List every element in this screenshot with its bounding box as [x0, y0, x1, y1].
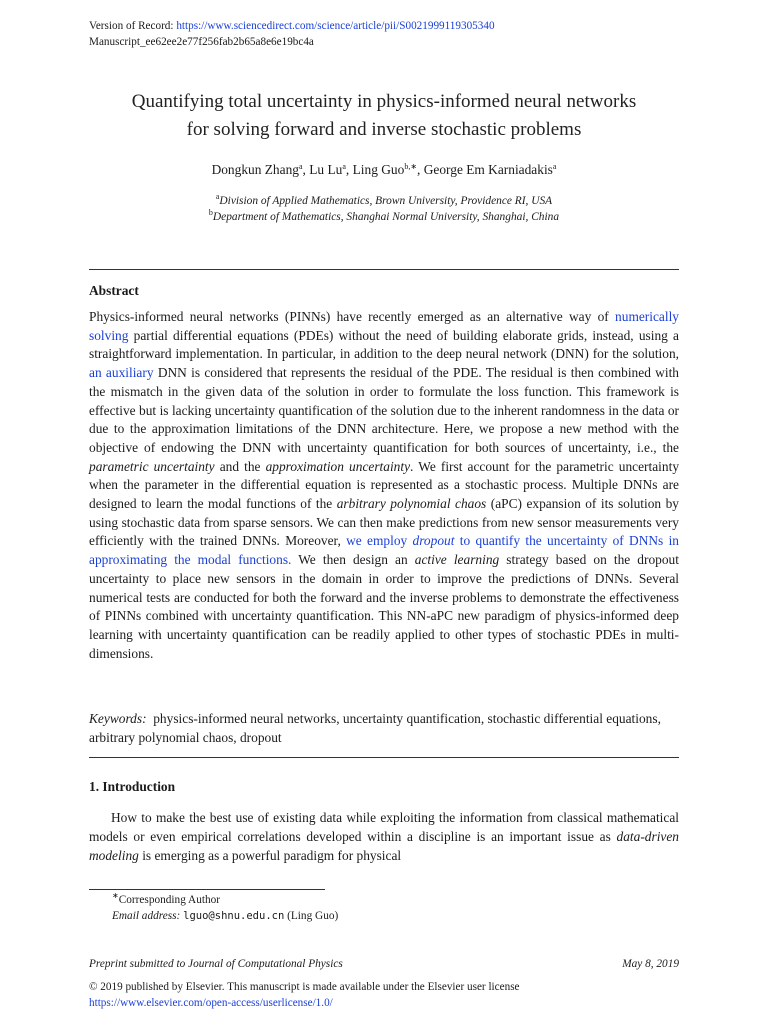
- abstract-text: strategy based on the dropout uncertainty to place new sensors in the domain in order to improve the predictions of DNNs. Several numerical tests are conducted for both the forward and the inverse problems to demonstrate the effectiveness of PINNs combined with uncertainty quantification. This NN-aPC new paradigm of physics-informed deep learning with uncertainty quantification can be readily applied to other types of stochastic PDEs in multi-dimensions.: [89, 552, 679, 661]
- copyright-text: © 2019 published by Elsevier. This manuscript is made available under the Elsevier user license: [89, 981, 520, 993]
- introduction-paragraph: [89, 808, 679, 865]
- footnote: [112, 892, 338, 924]
- link-text: to quantify the uncertainty of DNNs in approximating the modal functions.: [89, 533, 679, 568]
- affil-mark: b: [208, 208, 213, 217]
- abstract-bottom-rule: [89, 757, 679, 758]
- affil-text: Department of Mathematics, Shanghai Normal University, Shanghai, China: [212, 211, 560, 223]
- abstract-text: partial differential equations (PDEs) without the need of building elaborate grids, instead, using a straightforward implementation. In particular, in addition to the deep neural network (DNN) for the solution,: [89, 327, 679, 362]
- affiliation-a: [60, 193, 708, 209]
- author-affil-mark: a: [552, 162, 557, 171]
- manuscript-id: Manuscript_ee62ee2e77f256fab2b65a8e6e19bc4a: [89, 36, 314, 48]
- intro-text: How to make the best use of existing data while exploiting the information from classical mathematical models or even empirical correlations developed within a discipline is an important issue as: [89, 810, 679, 844]
- corresponding-author-label: Corresponding Author: [118, 894, 221, 906]
- license-url-link[interactable]: https://www.elsevier.com/open-access/userlicense/1.0/: [89, 997, 333, 1009]
- abstract-text: We then design an: [291, 552, 415, 568]
- abstract-text: (aPC) expansion of its solution by using stochastic data from sparse sensors. We can then make predictions from new sensor measurements very efficiently with the trained DNNs. Moreover,: [89, 496, 679, 549]
- author-name: Lu Lu: [309, 162, 343, 177]
- abstract-heading: Abstract: [89, 283, 139, 298]
- author-name: George Em Karniadakis: [423, 162, 553, 177]
- link-emphasis: dropout: [412, 533, 455, 549]
- author-affil-mark: b,∗: [404, 162, 418, 171]
- emphasis: parametric uncertainty: [89, 458, 215, 474]
- link-text: we employ: [346, 533, 413, 549]
- emphasis: active learning: [414, 552, 500, 568]
- email-label: Email address:: [112, 910, 181, 922]
- link-an-auxiliary[interactable]: an auxiliary: [89, 365, 154, 381]
- affiliations: [60, 193, 708, 225]
- keywords-text: physics-informed neural networks, uncertainty quantification, stochastic differential equations, arbitrary polynomial chaos, dropout: [89, 711, 661, 745]
- abstract-text: and the: [214, 458, 266, 474]
- emphasis: approximation uncertainty: [265, 458, 411, 474]
- record-header: [89, 18, 495, 50]
- affil-text: Division of Applied Mathematics, Brown University, Providence RI, USA: [219, 195, 553, 207]
- abstract-text: Physics-informed neural networks (PINNs) have recently emerged as an alternative way of: [89, 309, 616, 324]
- author-list: Dongkun Zhang$^a$, Lu Lu$^a$, Ling Guo$^{b,∗}$, George Em Karniadakis$^a$: [211, 162, 557, 177]
- preprint-note: Preprint submitted to Journal of Computational Physics: [89, 958, 343, 970]
- copyright-block: [89, 979, 520, 1011]
- emphasis: arbitrary polynomial chaos: [336, 496, 487, 512]
- affil-mark: a: [215, 192, 220, 201]
- version-url-link[interactable]: https://www.sciencedirect.com/science/article/pii/S0021999119305340: [176, 20, 495, 32]
- author-name: Dongkun Zhang: [211, 162, 299, 177]
- footnote-mark: ∗: [112, 891, 119, 900]
- link-numerically-solving[interactable]: numerically solving: [89, 309, 679, 343]
- abstract-text: DNN is considered that represents the residual of the PDE. The residual is then combined with the mismatch in the given data of the solution in order to formulate the loss function. This framework is effective but is lacking uncertainty quantification of the solution due to the inherent randomness in the data or due to the approximation limitations of the DNN architecture. Here, we propose a new method with the objective of endowing the DNN with uncertainty quantification for both sources of uncertainty, i.e., the: [89, 365, 679, 455]
- author-affil-mark: a: [342, 162, 346, 171]
- author-affil-mark: a: [298, 162, 303, 171]
- abstract-body: [89, 308, 679, 663]
- footnote-rule: [89, 889, 325, 890]
- intro-text: is emerging as a powerful paradigm for physical: [138, 848, 402, 863]
- keywords: [89, 709, 679, 747]
- title-line-1: Quantifying total uncertainty in physics-informed neural networks: [131, 91, 637, 112]
- title-line-2: for solving forward and inverse stochastic problems: [186, 119, 582, 140]
- paper-title: [60, 88, 708, 144]
- preprint-date: May 8, 2019: [622, 958, 679, 970]
- email-owner: (Ling Guo): [287, 910, 339, 922]
- section-heading-introduction: 1. Introduction: [89, 779, 176, 794]
- emphasis: data-driven modeling: [89, 829, 679, 863]
- email-address[interactable]: lguo@shnu.edu.cn: [183, 910, 285, 922]
- affiliation-b: [60, 209, 708, 225]
- abstract-top-rule: [89, 269, 679, 270]
- author-name: Ling Guo: [352, 162, 405, 177]
- abstract-text: . We first account for the parametric uncertainty when the parameter in the differential equation is represented as a stochastic process. Multiple DNNs are designed to learn the modal functions of the: [89, 458, 680, 512]
- keywords-label: Keywords:: [89, 711, 147, 726]
- version-label: Version of Record:: [89, 20, 177, 32]
